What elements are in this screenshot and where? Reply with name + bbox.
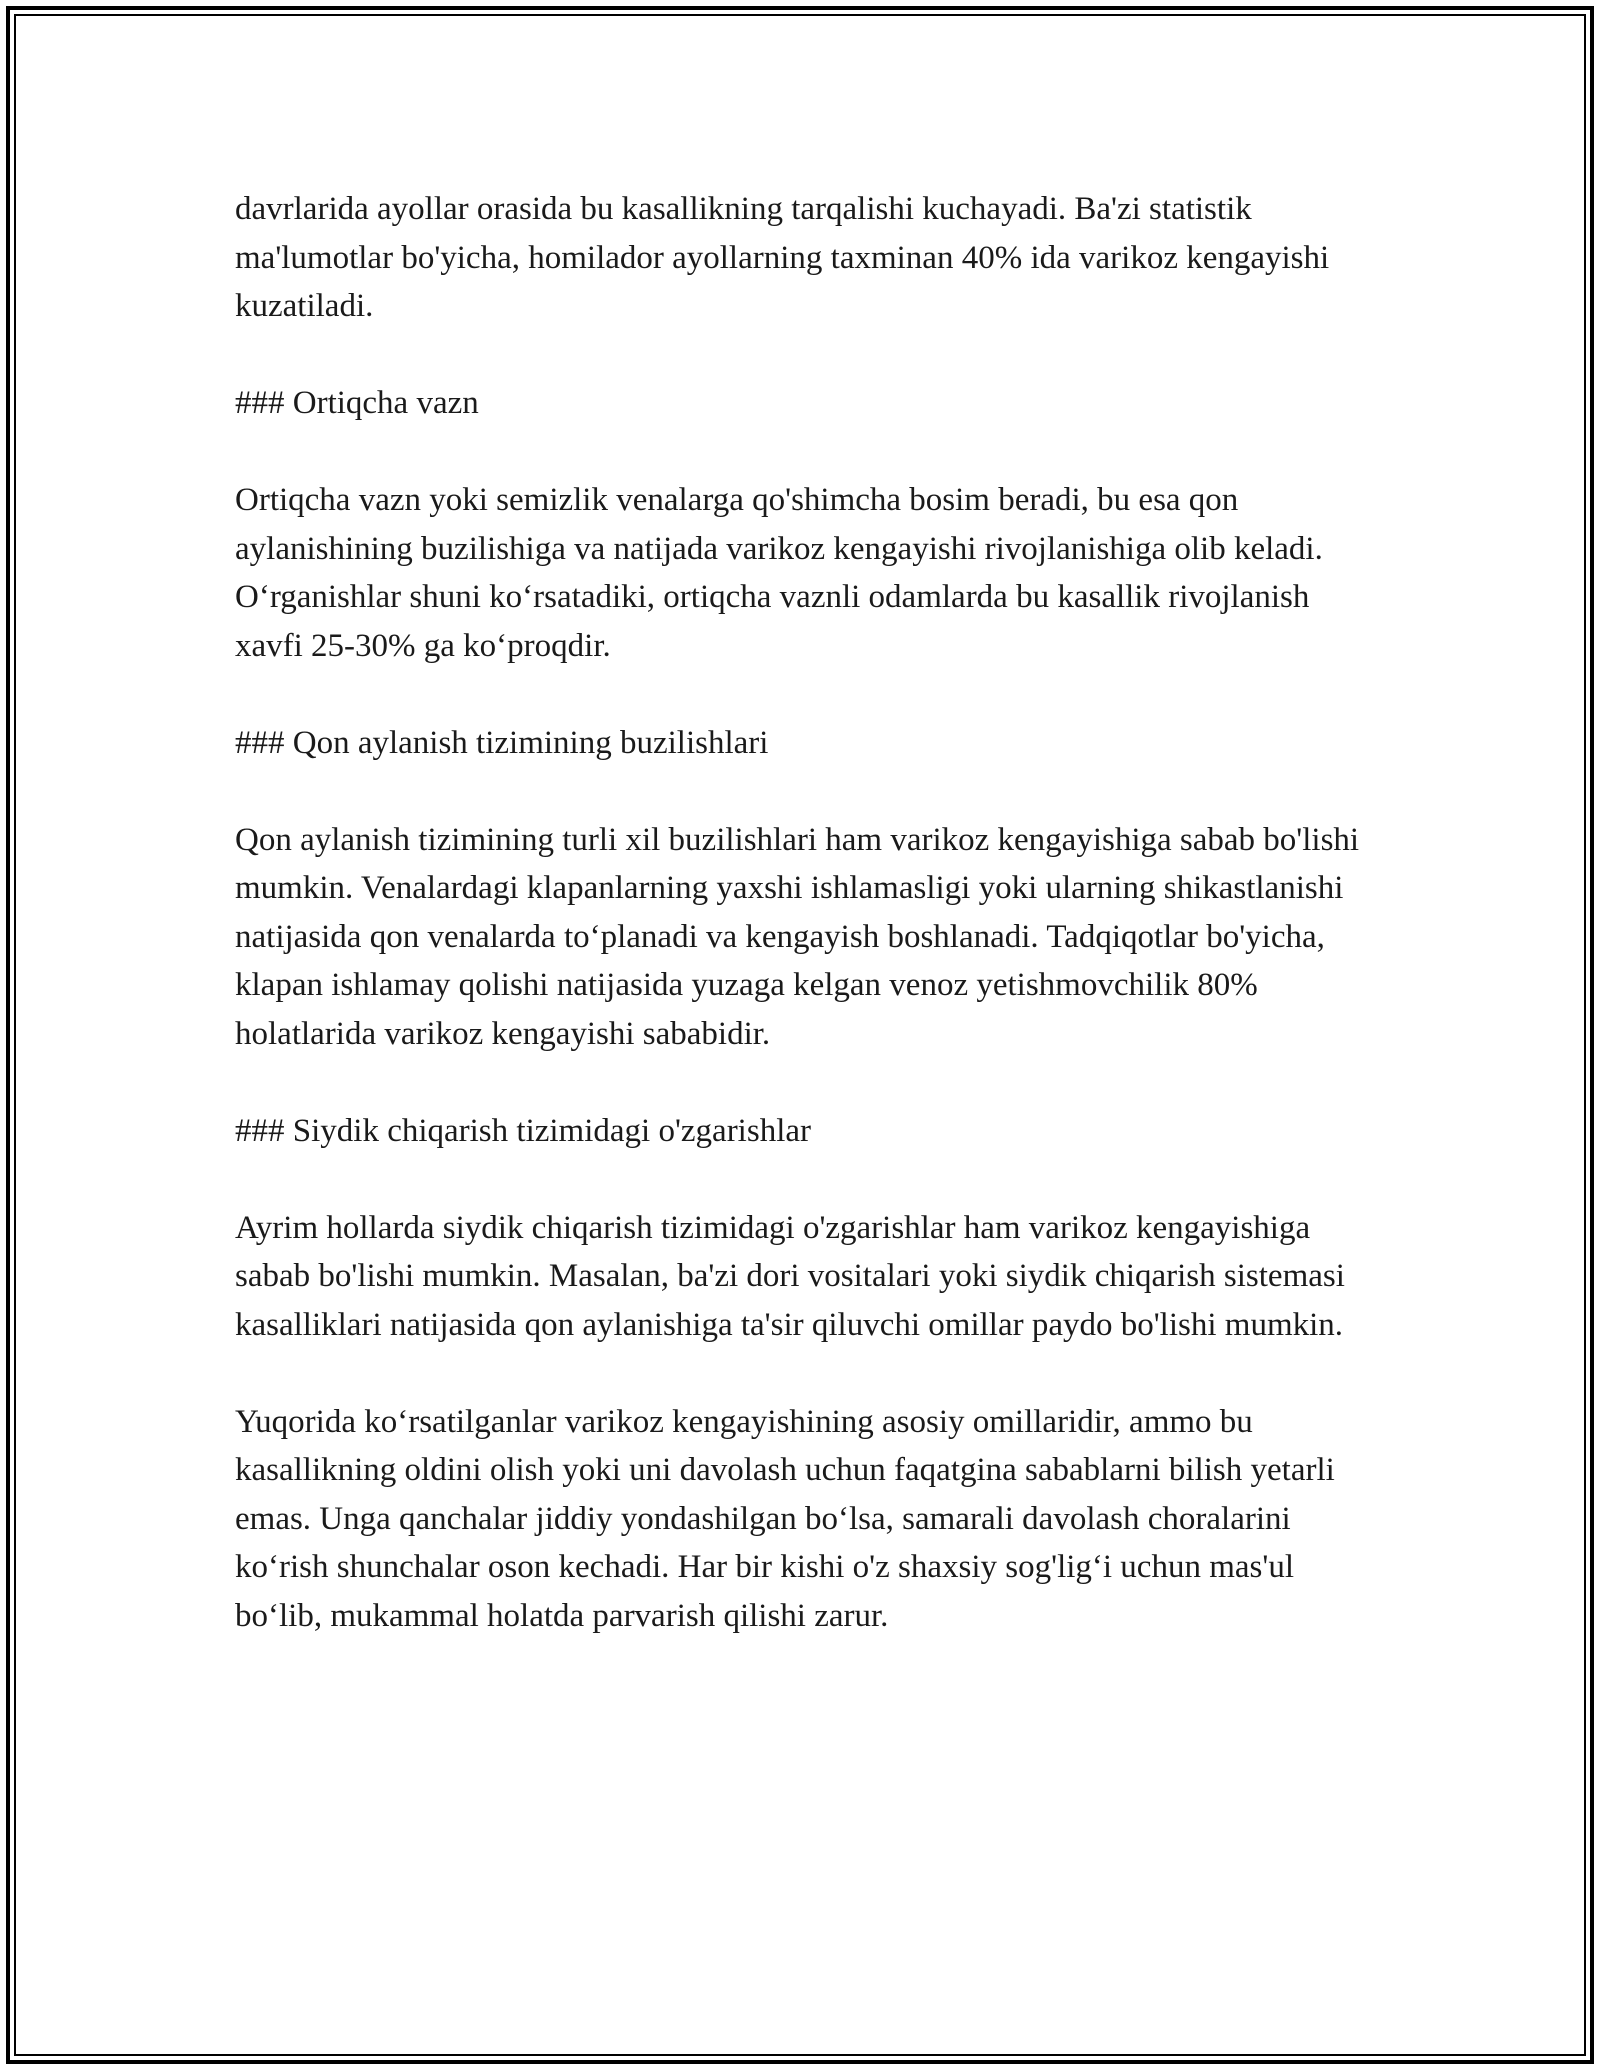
paragraph-qon-aylanish: Qon aylanish tizimining turli xil buzilishlari ham varikoz kengayishiga sabab bo'lishi mumkin. Venalardagi klapanlarning yaxshi ishlamasligi yoki ularning shikastlanishi natijasida qon venalarda to‘planadi va kengayish boshlanadi. Tadqiqotlar bo'yicha, klapan ishlamay qolishi natijasida yuzaga kelgan venoz yetishmovchilik 80% holatlarida varikoz kengayishi sababidir. [235, 821, 1360, 1052]
document-body [235, 185, 1375, 1689]
paragraph-conclusion: Yuqorida ko‘rsatilganlar varikoz kengayishining asosiy omillaridir, ammo bu kasallikning oldini olish yoki uni davolash uchun faqatgina sabablarni bilish yetarli emas. Unga qanchalar jiddiy yondashilgan bo‘lsa, samarali davolash choralarini ko‘rish shunchalar oson kechadi. Har bir kishi o'z shaxsiy sog'lig‘i uchun mas'ul bo‘lib, mukammal holatda parvarish qilishi zarur. [235, 1403, 1335, 1634]
paragraph-intro: davrlarida ayollar orasida bu kasallikning tarqalishi kuchayadi. Ba'zi statistik ma'lumotlar bo'yicha, homilador ayollarning taxminan 40% ida varikoz kengayishi kuzatiladi. [235, 191, 1330, 324]
heading-ortiqcha-vazn: ### Ortiqcha vazn [235, 385, 479, 421]
paragraph-ortiqcha-vazn: Ortiqcha vazn yoki semizlik venalarga qo'shimcha bosim beradi, bu esa qon aylanishining buzilishiga va natijada varikoz kengayishi rivojlanishiga olib keladi. O‘rganishlar shuni ko‘rsatadiki, ortiqcha vaznli odamlarda bu kasallik rivojlanish xavfi 25-30% ga ko‘proqdir. [235, 482, 1323, 664]
heading-siydik-chiqarish: ### Siydik chiqarish tizimidagi o'zgarishlar [235, 1112, 812, 1149]
paragraph-siydik-chiqarish: Ayrim hollarda siydik chiqarish tizimidagi o'zgarishlar ham varikoz kengayishiga sabab bo'lishi mumkin. Masalan, ba'zi dori vositalari yoki siydik chiqarish sistemasi kasalliklari natijasida qon aylanishiga ta'sir qiluvchi omillar paydo bo'lishi mumkin. [235, 1209, 1345, 1343]
heading-qon-aylanish: ### Qon aylanish tizimining buzilishlari [235, 724, 769, 761]
